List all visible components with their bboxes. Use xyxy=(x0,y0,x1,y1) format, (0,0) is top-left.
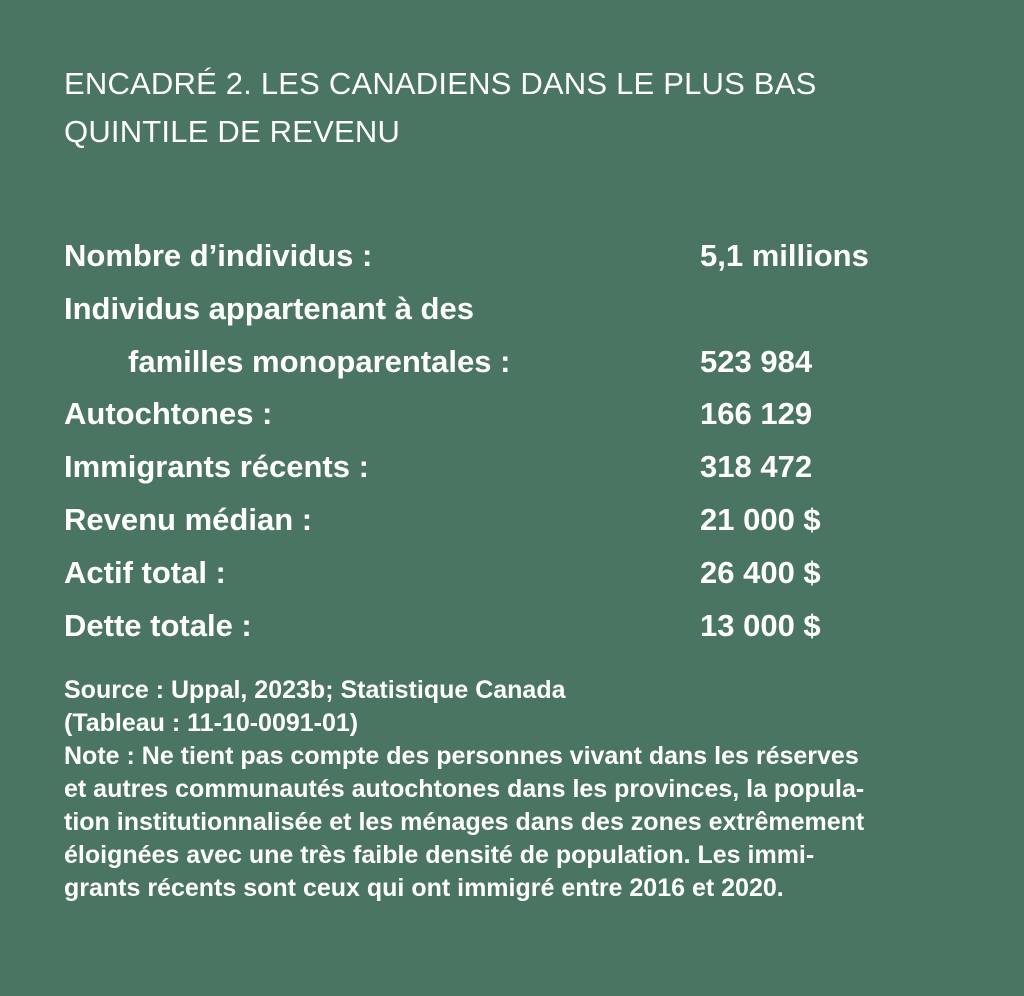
stat-row-single-parent xyxy=(64,342,974,395)
stat-value: 13 000 $ xyxy=(700,607,821,643)
stat-row-median-income xyxy=(64,500,974,553)
stat-label: Autochtones : xyxy=(64,396,273,432)
stat-row-recent-immigrants xyxy=(64,447,974,500)
info-box xyxy=(64,60,974,658)
note-line-1: Note : Ne tient pas compte des personnes vivant dans les réserves xyxy=(64,742,859,770)
stat-row-indigenous xyxy=(64,394,974,447)
source-line-2: (Tableau : 11-10-0091-01) xyxy=(64,709,359,737)
stat-label: Individus appartenant à des xyxy=(64,290,474,326)
stat-label: Nombre d’individus : xyxy=(64,238,373,273)
note-line-2: et autres communautés autochtones dans les provinces, la popula- xyxy=(64,775,865,803)
source-and-notes xyxy=(64,674,974,905)
stat-label: Immigrants récents : xyxy=(64,449,369,485)
stat-row-single-parent-intro xyxy=(64,289,974,342)
stat-value: 26 400 $ xyxy=(700,554,821,590)
stats-list xyxy=(64,236,974,658)
stat-label: Actif total : xyxy=(64,554,226,590)
stat-row-total-assets xyxy=(64,553,974,606)
stat-row-total-debt xyxy=(64,606,974,659)
stat-value: 21 000 $ xyxy=(700,501,821,537)
source-line-1: Source : Uppal, 2023b; Statistique Canada xyxy=(64,676,566,704)
box-title xyxy=(64,60,974,156)
note-line-3: tion institutionnalisée et les ménages dans des zones extrêmement xyxy=(64,808,865,836)
stat-value: 5,1 millions xyxy=(700,238,869,273)
stat-label: familles monoparentales : xyxy=(128,343,511,379)
stat-value: 523 984 xyxy=(700,343,813,379)
stat-value: 318 472 xyxy=(700,449,813,485)
stat-label: Dette totale : xyxy=(64,607,252,643)
box-title-line-1: ENCADRÉ 2. LES CANADIENS DANS LE PLUS BAS xyxy=(64,66,817,101)
note-line-4: éloignées avec une très faible densité de population. Les immi- xyxy=(64,841,815,869)
stat-value: 166 129 xyxy=(700,396,813,432)
stat-label: Revenu médian : xyxy=(64,501,313,537)
box-title-line-2: QUINTILE DE REVENU xyxy=(64,114,401,149)
note-line-5: grants récents sont ceux qui ont immigré entre 2016 et 2020. xyxy=(64,874,784,902)
stat-row-individuals xyxy=(64,236,974,289)
